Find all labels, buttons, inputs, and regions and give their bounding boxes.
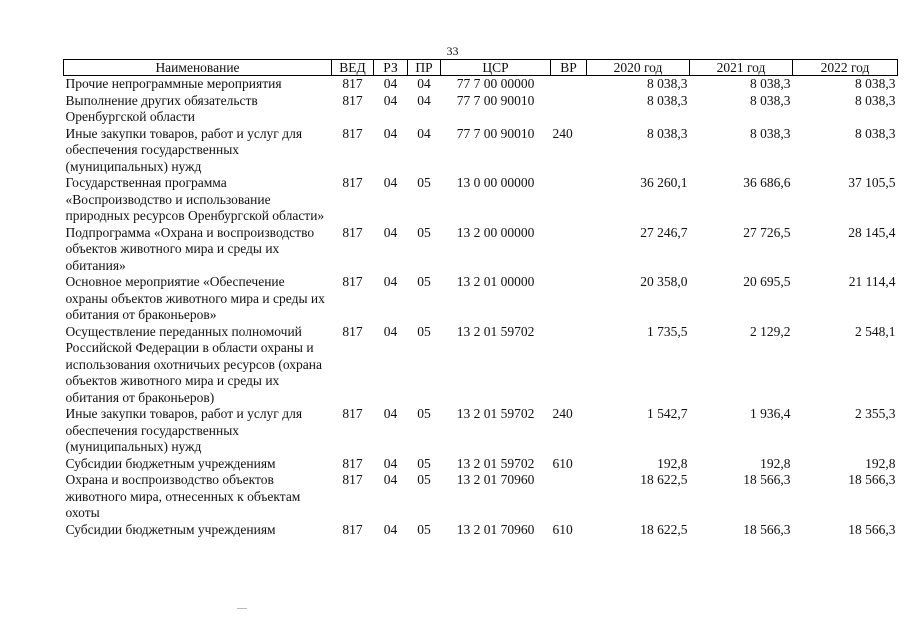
column-header-csr: ЦСР — [441, 60, 551, 76]
table-row — [64, 522, 898, 539]
cell-name: Субсидии бюджетным учреждениям — [65, 455, 276, 471]
cell-csr: 77 7 00 90010 — [456, 125, 535, 141]
cell-rz: 04 — [383, 224, 398, 240]
cell-2022: 18 566,3 — [848, 472, 896, 487]
cell-ved: 817 — [342, 125, 363, 141]
cell-vr — [551, 274, 587, 324]
cell-rz: 04 — [383, 323, 398, 339]
cell-vr: 240 — [552, 406, 573, 421]
cell-name: Иные закупки товаров, работ и услуг для обеспечения государственных (муниципальных) нужд — [65, 125, 303, 174]
cell-vr — [551, 324, 587, 407]
cell-pr: 05 — [417, 521, 431, 537]
cell-2022: 2 355,3 — [855, 406, 896, 421]
cell-csr: 13 2 00 00000 — [456, 224, 535, 240]
cell-2022: 18 566,3 — [848, 521, 896, 537]
cell-pr: 05 — [417, 224, 431, 240]
cell-2022: 8 038,3 — [855, 92, 896, 108]
page-number: 33 — [446, 44, 459, 58]
cell-2022: 8 038,3 — [855, 76, 896, 91]
cell-name: Иные закупки товаров, работ и услуг для обеспечения государственных (муниципальных) нужд — [65, 406, 303, 454]
cell-2021: 8 038,3 — [750, 92, 791, 108]
cell-2022: 192,8 — [865, 455, 896, 471]
cell-2020: 192,8 — [657, 455, 688, 471]
cell-csr: 77 7 00 90010 — [456, 92, 535, 108]
cell-vr — [551, 76, 587, 93]
cell-2022: 37 105,5 — [848, 175, 896, 190]
cell-csr: 13 2 01 59702 — [456, 455, 535, 471]
cell-2022: 28 145,4 — [848, 224, 896, 240]
column-header-rz: РЗ — [374, 60, 408, 76]
cell-2021: 18 566,3 — [743, 521, 791, 537]
table-row — [64, 472, 898, 522]
cell-name: Осуществление переданных полномочий Российской Федерации в области охраны и использования охотничьих ресурсов (охрана объектов животного мира и среды их обитания от браконьеров) — [65, 323, 322, 405]
cell-2020: 27 246,7 — [640, 224, 688, 240]
cell-2021: 27 726,5 — [743, 224, 791, 240]
cell-name: Охрана и воспроизводство объектов животного мира, отнесенных к объектам охоты — [65, 472, 301, 520]
cell-2021: 20 695,5 — [743, 274, 791, 289]
cell-2020: 1 542,7 — [647, 406, 688, 421]
table-row — [64, 456, 898, 473]
cell-vr: 610 — [552, 455, 573, 471]
table-row — [64, 324, 898, 407]
cell-pr: 05 — [417, 175, 431, 190]
cell-2021: 36 686,6 — [743, 175, 791, 190]
column-header-pr: ПР — [408, 60, 441, 76]
cell-name: Подпрограмма «Охрана и воспроизводство объектов животного мира и среды их обитания» — [65, 224, 315, 273]
cell-ved: 817 — [342, 274, 363, 289]
cell-2021: 1 936,4 — [750, 406, 791, 421]
cell-csr: 13 2 01 59702 — [456, 323, 535, 339]
cell-2021: 2 129,2 — [750, 323, 791, 339]
cell-rz: 04 — [383, 521, 398, 537]
cell-ved: 817 — [342, 455, 363, 471]
cell-rz: 04 — [383, 472, 398, 487]
column-header-name: Наименование — [64, 60, 332, 76]
cell-2022: 21 114,4 — [848, 274, 896, 289]
cell-rz: 04 — [383, 455, 398, 471]
cell-2020: 8 038,3 — [647, 92, 688, 108]
cell-2021: 18 566,3 — [743, 472, 791, 487]
cell-2020: 36 260,1 — [640, 175, 688, 190]
cell-2020: 8 038,3 — [647, 125, 688, 141]
budget-table — [63, 59, 898, 538]
cell-pr: 05 — [417, 406, 431, 421]
column-header-2021: 2021 год — [690, 60, 793, 76]
cell-csr: 13 0 00 00000 — [456, 175, 535, 190]
table-row — [64, 76, 898, 93]
cell-name: Государственная программа «Воспроизводство и использование природных ресурсов Оренбургской области» — [65, 175, 325, 223]
cell-2022: 8 038,3 — [855, 125, 896, 141]
cell-vr: 610 — [552, 521, 573, 537]
cell-ved: 817 — [342, 224, 363, 240]
cell-csr: 13 2 01 00000 — [456, 274, 535, 289]
cell-rz: 04 — [383, 175, 398, 190]
cell-vr — [551, 225, 587, 275]
cell-ved: 817 — [342, 472, 363, 487]
cell-ved: 817 — [342, 323, 363, 339]
cell-2020: 18 622,5 — [640, 521, 688, 537]
cell-pr: 05 — [417, 455, 431, 471]
table-row — [64, 225, 898, 275]
column-header-vr: ВР — [551, 60, 587, 76]
column-header-2022: 2022 год — [793, 60, 898, 76]
cell-pr: 05 — [417, 472, 431, 487]
cell-vr — [551, 93, 587, 126]
column-header-2020: 2020 год — [587, 60, 690, 76]
cell-rz: 04 — [383, 92, 398, 108]
cell-pr: 04 — [417, 76, 431, 91]
cell-2020: 8 038,3 — [647, 76, 688, 91]
cell-2021: 8 038,3 — [750, 125, 791, 141]
cell-rz: 04 — [383, 406, 398, 421]
cell-name: Прочие непрограммные мероприятия — [65, 76, 282, 91]
table-row — [64, 175, 898, 225]
cell-2020: 20 358,0 — [640, 274, 688, 289]
cell-csr: 13 2 01 70960 — [456, 472, 535, 487]
cell-ved: 817 — [342, 406, 363, 421]
cell-name: Субсидии бюджетным учреждениям — [65, 521, 276, 537]
cell-pr: 05 — [417, 323, 431, 339]
cell-csr: 13 2 01 70960 — [456, 521, 535, 537]
table-header-row — [64, 60, 898, 76]
cell-pr: 05 — [417, 274, 431, 289]
cell-2021: 8 038,3 — [750, 76, 791, 91]
cell-ved: 817 — [342, 521, 363, 537]
cell-ved: 817 — [342, 92, 363, 108]
table-row — [64, 406, 898, 456]
cell-2020: 1 735,5 — [647, 323, 688, 339]
cell-name: Основное мероприятие «Обеспечение охраны объектов животного мира и среды их обитания от браконьеров» — [65, 274, 325, 322]
table-row — [64, 274, 898, 324]
table-row — [64, 93, 898, 126]
table-body — [64, 76, 898, 539]
cell-pr: 04 — [417, 92, 431, 108]
table-row — [64, 126, 898, 176]
cell-ved: 817 — [342, 175, 363, 190]
cell-2022: 2 548,1 — [855, 323, 896, 339]
cell-vr: 240 — [552, 125, 573, 141]
cell-2020: 18 622,5 — [640, 472, 688, 487]
cell-rz: 04 — [383, 274, 398, 289]
cell-rz: 04 — [383, 125, 398, 141]
cell-rz: 04 — [383, 76, 398, 91]
cell-vr — [551, 175, 587, 225]
cell-csr: 77 7 00 00000 — [456, 76, 535, 91]
cell-ved: 817 — [342, 76, 363, 91]
cell-name: Выполнение других обязательств Оренбургской области — [65, 92, 258, 124]
scan-artifact — [237, 608, 247, 609]
column-header-ved: ВЕД — [332, 60, 374, 76]
cell-csr: 13 2 01 59702 — [456, 406, 535, 421]
cell-vr — [551, 472, 587, 522]
cell-pr: 04 — [417, 125, 431, 141]
cell-2021: 192,8 — [760, 455, 791, 471]
